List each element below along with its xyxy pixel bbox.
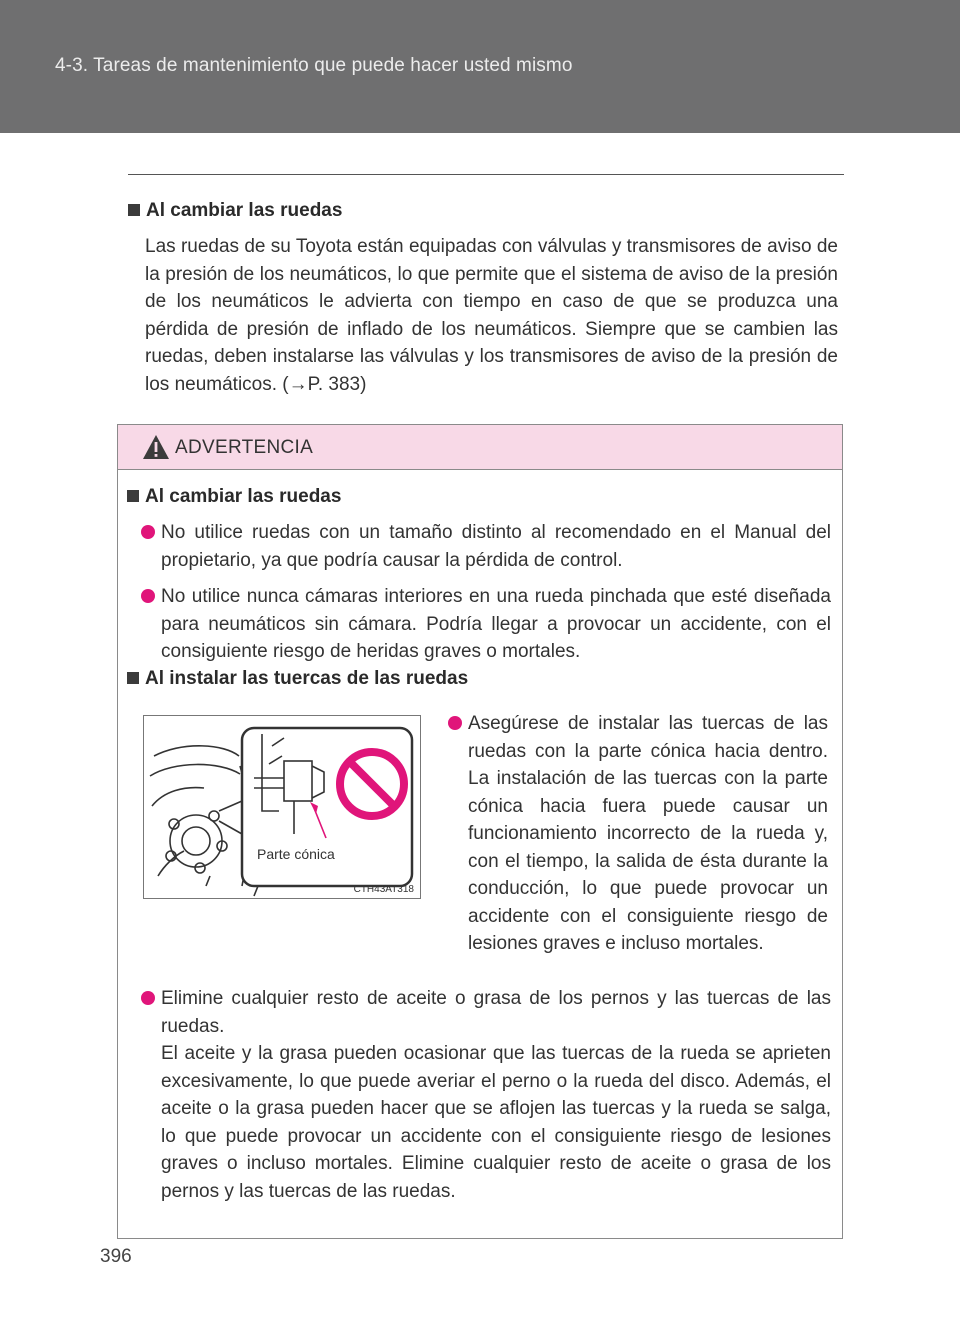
pink-dot-icon [141, 525, 155, 539]
top-divider [128, 174, 844, 175]
warning-header [118, 425, 842, 470]
warning-bullet-oil: Elimine cualquier resto de aceite o grasa de los pernos y las tuercas de las ruedas. El aceite y la grasa pueden ocasionar que las tuercas de la rueda se aprieten excesivamente, lo que puede averiar el perno o la rueda del disco. Además, el aceite o la grasa pueden hacer que se aflojen las tuercas y la rueda se salga, lo que puede provocar un accidente con el consiguiente riesgo de lesiones graves o incluso mortales. Elimine cualquier resto de aceite o grasa de los pernos y las tuercas de las ruedas. [141, 985, 831, 1205]
warning-heading-nuts: Al instalar las tuercas de las ruedas [145, 668, 469, 689]
pink-dot-icon [141, 589, 155, 603]
section-heading: Al cambiar las ruedas [146, 200, 343, 221]
warning-title: ADVERTENCIA [175, 437, 314, 458]
page-number: 396 [100, 1246, 132, 1267]
warning-box [117, 424, 843, 1239]
warning-triangle-icon [142, 434, 170, 460]
warning-bullet-size: No utilice ruedas con un tamaño distinto al recomendado en el Manual del propietario, ya que podría causar la pérdida de control. [141, 519, 831, 574]
square-bullet-icon [127, 672, 139, 684]
section-wheel-change [128, 197, 838, 398]
warning-bullet-tube: No utilice nunca cámaras interiores en una rueda pinchada que esté diseñada para neumáticos sin cámara. Podría llegar a provocar un accidente, con el consiguiente riesgo de heridas graves o mortales. [141, 583, 831, 666]
wheel-hub-drawing [144, 716, 420, 898]
chapter-title: 4-3. Tareas de mantenimiento que puede hacer usted mismo [55, 55, 573, 76]
square-bullet-icon [127, 490, 139, 502]
warning-bullet-conical: Asegúrese de instalar las tuercas de las ruedas con la parte cónica hacia dentro. La instalación de las tuercas con la parte cónica hacia fuera puede causar un funcionamiento incorrecto de la rueda y, con el tiempo, la salida de ésta durante la conducción, lo que puede provocar un accidente con el consiguiente riesgo de lesiones graves e incluso mortales. [448, 710, 828, 958]
figure-code: CTH43AT318 [353, 884, 414, 895]
figure-label: Parte cónica [257, 846, 335, 862]
section-body: Las ruedas de su Toyota están equipadas con válvulas y transmisores de aviso de la presión de los neumáticos, lo que permite que el sistema de aviso de la presión de los neumáticos le advierta con tiempo en caso de que se produzca una pérdida de presión de inflado de los neumáticos. Siempre que se cambien las ruedas, deben instalarse las válvulas y los transmisores de aviso de la presión de los neumáticos. (→P. 383) [145, 236, 838, 395]
wheel-nut-illustration [143, 715, 421, 899]
pink-dot-icon [141, 991, 155, 1005]
pink-dot-icon [448, 716, 462, 730]
square-bullet-icon [128, 204, 140, 216]
warning-heading-wheels: Al cambiar las ruedas [145, 486, 342, 507]
page-header [0, 0, 960, 133]
